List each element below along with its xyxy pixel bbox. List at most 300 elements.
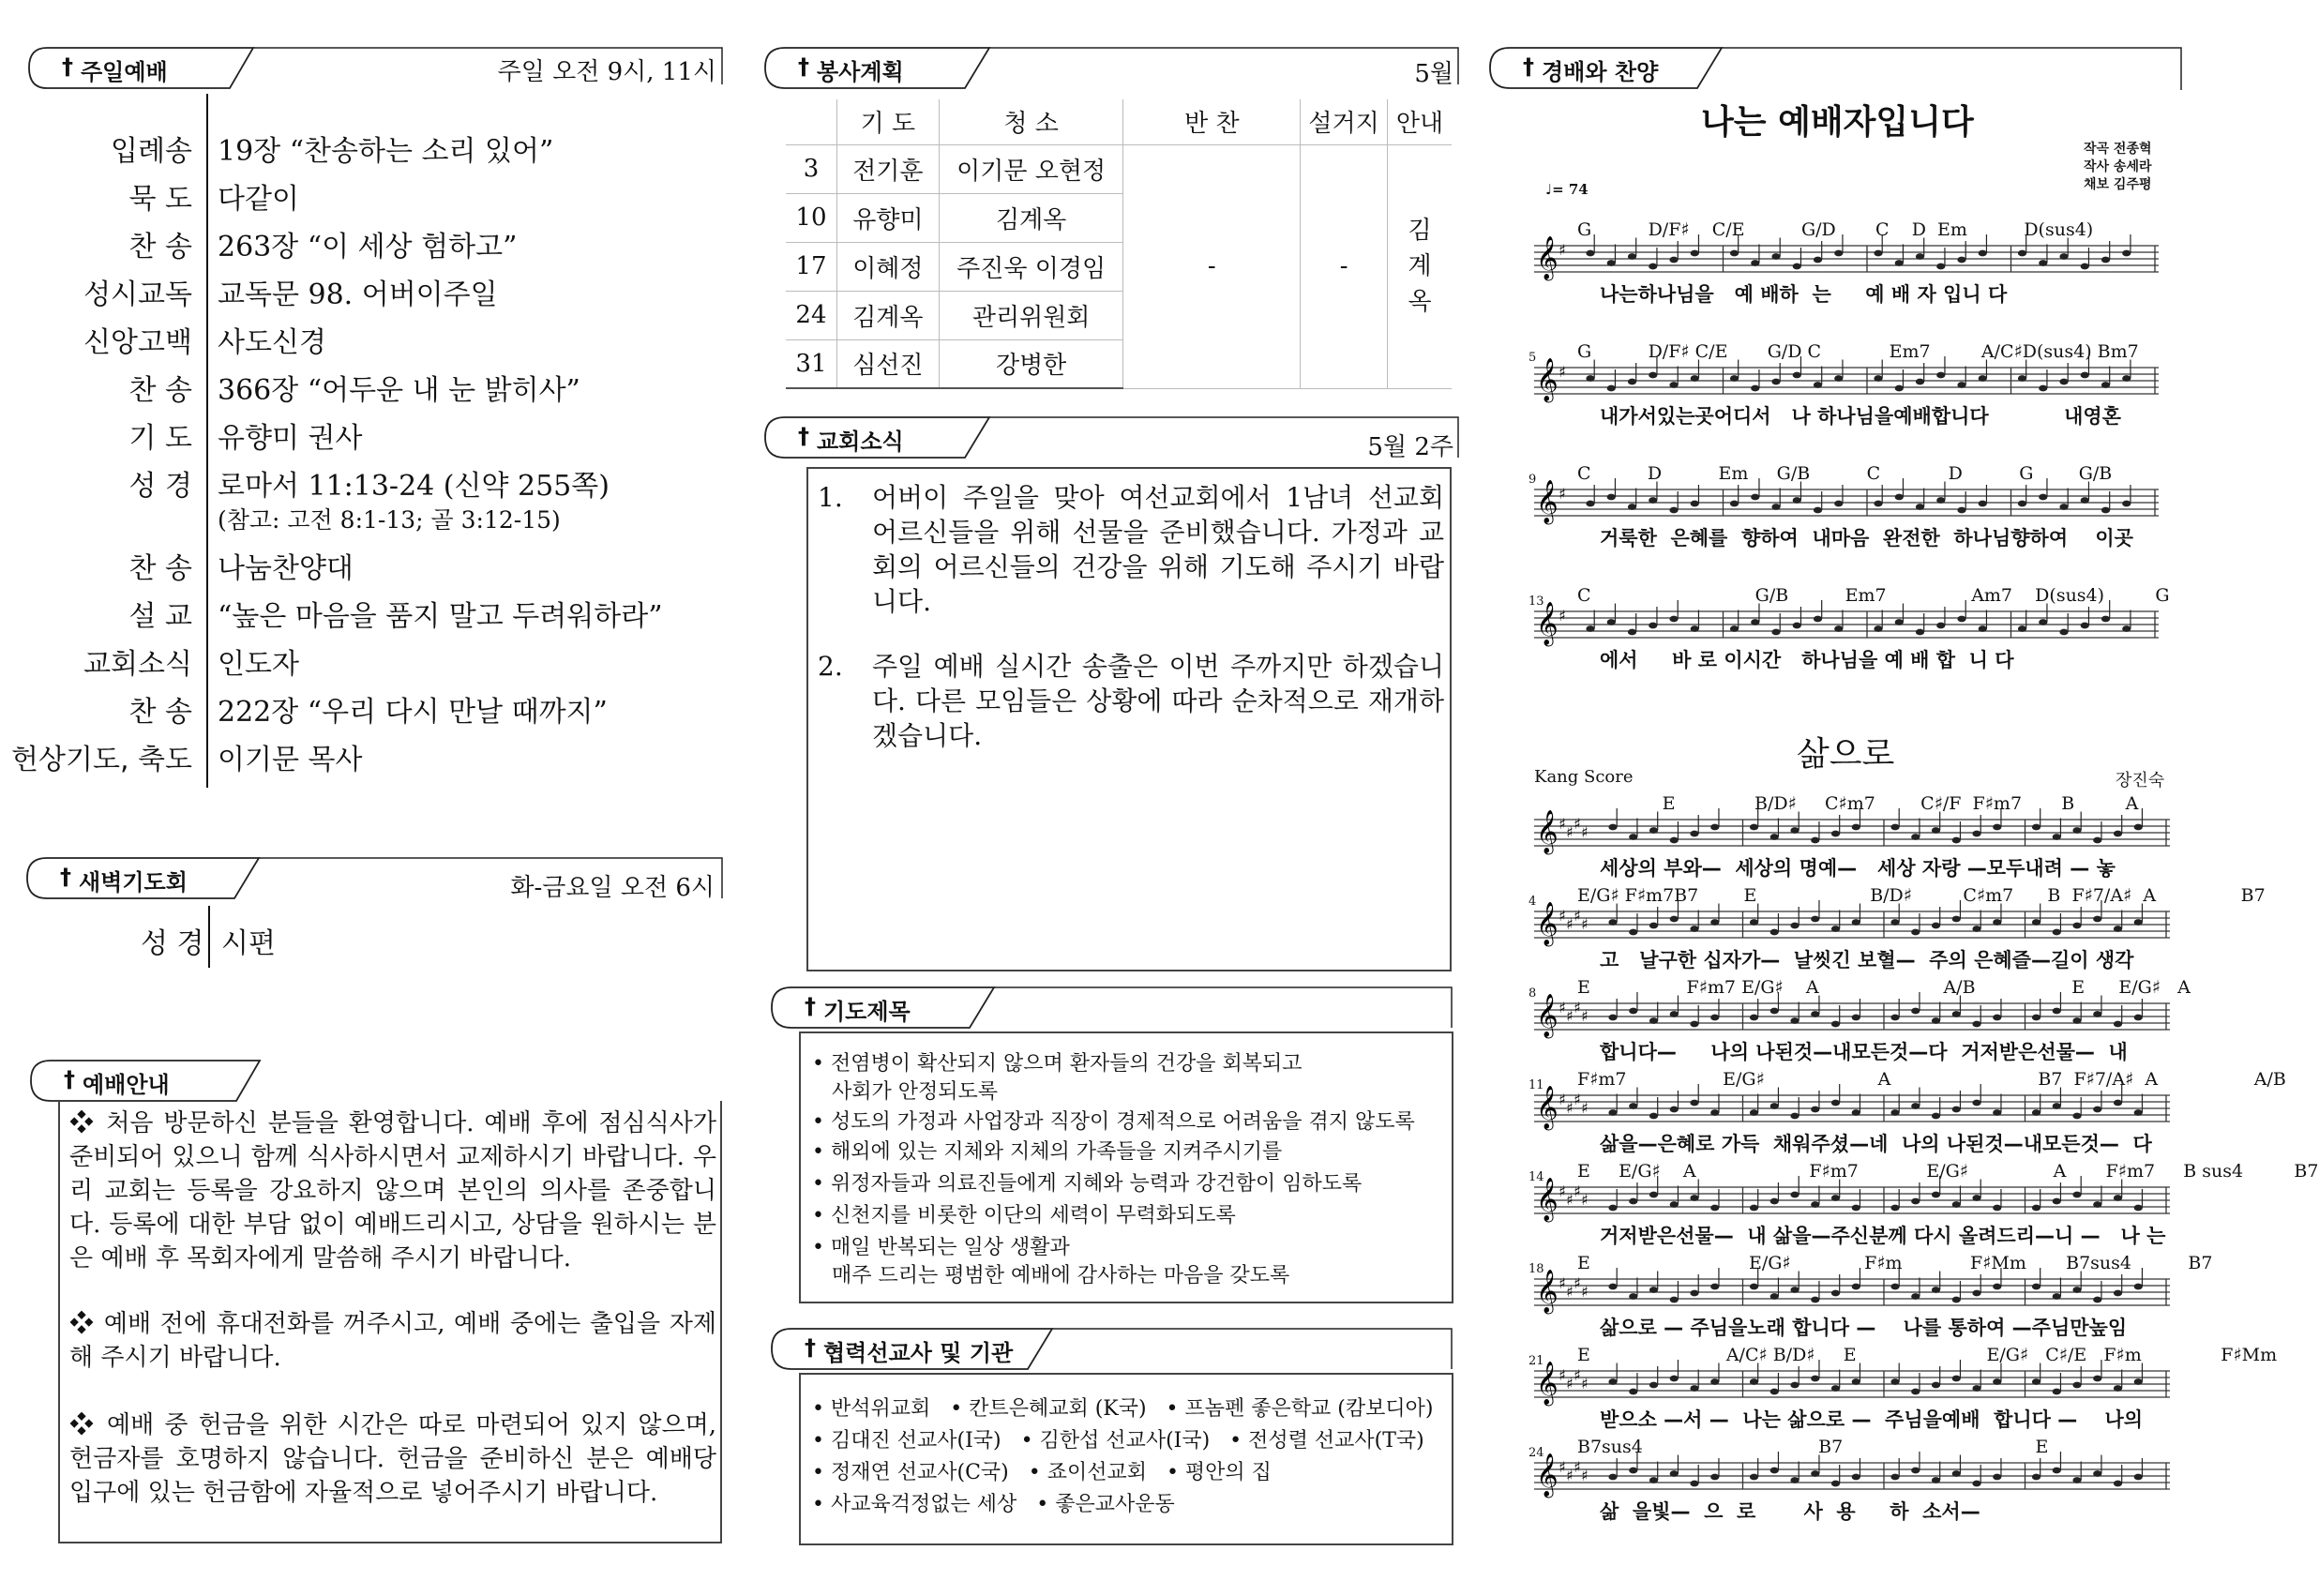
treble-clef-icon: 𝄞 [1536, 810, 1559, 853]
song1-title: 나는 예배자입니다 [1701, 103, 1974, 142]
note-head [2122, 501, 2131, 507]
list-item: • 해외에 있는 지체와 지체의 가족들을 지켜주시기를 [812, 1140, 1283, 1164]
news-section-tag [764, 416, 1458, 459]
note-head [1750, 1474, 1758, 1481]
note-head [1911, 1389, 1920, 1395]
lyrics-line: 나는하나님을 예 배하 는 예 배 자 입니 다 [1600, 283, 2008, 306]
note-head [1750, 1109, 1758, 1116]
missions-title: 협력선교사 및 기관 [823, 1340, 1014, 1366]
lyrics-line: 삶을—은혜로 가득 채워주셨—네 나의 나된것—내모든것— 다 [1600, 1133, 2152, 1155]
table-row: 10 유향미 김계옥 [786, 193, 1452, 242]
chord-symbols: G D/F♯ C/E G/D C D Em D(sus4) [1577, 219, 2094, 240]
note-head [1932, 1382, 1940, 1389]
note-head [1710, 1284, 1719, 1290]
note-head [1629, 1293, 1637, 1300]
note-head [2072, 1113, 2081, 1120]
note-head [1793, 263, 1801, 270]
service-title: 봉사계획 [817, 59, 904, 85]
chord-symbols: E F♯m7 E/G♯ A A/B E E/G♯ A [1577, 977, 2191, 998]
note-head [1957, 616, 1965, 623]
note-head [2072, 923, 2081, 929]
note-head [2134, 1284, 2143, 1290]
note-head [2053, 1468, 2061, 1474]
note-head [2093, 1297, 2101, 1303]
note-head [1890, 1378, 1899, 1385]
note-head [1834, 375, 1843, 382]
note-head [1993, 1378, 2001, 1385]
table-header: 기 도 [836, 99, 939, 144]
measure-number: 14 [1528, 1170, 1544, 1184]
measure-number: 4 [1528, 895, 1537, 909]
note-head [2059, 253, 2068, 260]
note-head [1811, 1107, 1819, 1113]
cross-icon: † [62, 53, 73, 80]
guide-title: 예배안내 [83, 1072, 170, 1098]
note-head [1972, 1481, 1980, 1487]
note-head [2072, 1477, 2081, 1483]
note-head [2093, 1470, 2101, 1477]
note-head [1690, 1385, 1698, 1392]
note-head [1811, 1470, 1819, 1477]
note-head [2018, 375, 2026, 382]
note-head [1811, 1297, 1819, 1303]
note-head [1710, 919, 1719, 926]
note-head [1993, 919, 2001, 926]
note-head [1649, 497, 1657, 504]
list-item: • 위정자들과 의료진들에게 지혜와 능력과 강건함이 임하도록 [812, 1172, 1363, 1196]
prayer-section-tag [771, 986, 1465, 1030]
note-head [1911, 1103, 1920, 1109]
note-head [1932, 1113, 1940, 1120]
note-head [1690, 831, 1698, 837]
staff-system [1528, 1153, 2319, 1247]
dawn-value: 시편 [221, 927, 276, 960]
sharp-icon: ♯ [1559, 241, 1566, 259]
note-head [1690, 1100, 1698, 1107]
note-head [1629, 929, 1637, 936]
note-head [1669, 507, 1678, 514]
note-head [1932, 1017, 1940, 1024]
note-head [2134, 1378, 2143, 1385]
measure-number: 18 [1528, 1262, 1544, 1276]
note-head [1979, 625, 1987, 632]
table-header [786, 99, 836, 144]
note-head [1874, 625, 1882, 632]
note-head [1932, 827, 1940, 834]
note-head [1790, 1287, 1799, 1293]
note-head [1811, 837, 1819, 844]
note-head [2053, 1008, 2061, 1015]
note-head [1834, 625, 1843, 632]
table-header: 안내 [1388, 99, 1452, 144]
lyrics-line: 내가서있는곳어디서 나 하나님을예배합니다 내영혼 [1600, 405, 2121, 428]
sharp-icon: ♯ [1559, 363, 1566, 381]
staff-system [1528, 1337, 2278, 1431]
note-head [2101, 616, 2110, 623]
note-head [1952, 916, 1961, 923]
note-head [1936, 623, 1945, 629]
table-header: 청 소 [939, 99, 1123, 144]
note-head [1649, 1287, 1658, 1293]
note-head [1793, 623, 1801, 629]
sharp-icon: ♯ [1581, 823, 1589, 841]
note-head [2093, 916, 2101, 923]
note-head [1936, 372, 1945, 379]
song2-composer: 장진숙 [2116, 771, 2165, 790]
note-head [1890, 919, 1899, 926]
lyrics-line: 고 날구한 십자가— 날씻긴 보혈— 주의 은혜즐—길이 생각 [1600, 949, 2134, 971]
lyrics-line: 거룩한 은혜를 향하여 내마음 완전한 하나님향하여 이곳 [1600, 527, 2133, 550]
note-head [1834, 250, 1843, 257]
service-month: 5월 [1414, 60, 1453, 88]
note-head [1852, 824, 1860, 831]
praise-section-tag [1489, 47, 2183, 90]
note-head [2114, 1100, 2122, 1107]
note-head [1608, 919, 1617, 926]
chord-symbols: E B/D♯ C♯m7 C♯/F F♯m7 B A [1577, 793, 2139, 814]
note-head [2032, 1378, 2040, 1385]
note-head [1852, 919, 1860, 926]
note-head [2032, 1284, 2040, 1290]
note-head [2101, 507, 2110, 514]
note-head [1690, 1481, 1698, 1487]
note-head [1831, 831, 1840, 837]
note-head [1814, 382, 1822, 388]
note-head [2134, 1109, 2143, 1116]
note-head [1932, 1287, 1940, 1293]
note-head [1811, 1201, 1819, 1208]
chord-symbols: G D/F♯ C/E G/D C Em7 A/C♯D(sus4) Bm7 [1577, 341, 2139, 362]
note-head [2053, 1293, 2061, 1300]
note-head [1670, 1011, 1679, 1017]
song2-publisher: Kang Score [1534, 767, 1634, 787]
list-item: • 사교육걱정없는 세상 • 좋은교사운동 [812, 1493, 1175, 1516]
song2-title: 삶으로 [1797, 735, 1895, 774]
note-head [1874, 250, 1882, 257]
note-head [1895, 385, 1904, 392]
note-head [1628, 379, 1636, 385]
note-head [1911, 1198, 1920, 1205]
staff-system [1528, 1429, 2170, 1523]
dawn-key: 성 경 [141, 927, 204, 960]
news-week: 5월 2주 [1367, 433, 1453, 461]
note-head [1952, 1470, 1961, 1477]
note-head [1750, 919, 1758, 926]
measure-number: 11 [1528, 1078, 1544, 1092]
note-head [2114, 1021, 2122, 1028]
note-head [1629, 1468, 1637, 1474]
note-head [1649, 1477, 1658, 1483]
note-head [2032, 1109, 2040, 1116]
note-head [1629, 1198, 1637, 1205]
note-head [1730, 375, 1739, 382]
order-row: 찬 송 263장 “이 세상 험하고” [128, 231, 518, 263]
note-head [2081, 263, 2089, 270]
sunday-title: 주일예배 [81, 59, 168, 85]
note-head [1750, 1284, 1758, 1290]
note-head [1770, 1103, 1779, 1109]
table-row: 3 전기훈 이기문 오현정 - - 김 계 옥 [786, 144, 1452, 193]
note-head [2134, 1205, 2143, 1212]
note-head [1608, 1474, 1617, 1481]
note-head [1669, 257, 1678, 263]
note-head [1932, 923, 1940, 929]
measure-number: 8 [1528, 986, 1537, 1001]
note-head [2072, 1017, 2081, 1024]
sharp-icon: ♯ [1559, 1091, 1566, 1108]
note-head [2039, 494, 2047, 501]
usher-cell: 김 계 옥 [1388, 144, 1452, 388]
note-head [2114, 1481, 2122, 1487]
note-head [1895, 260, 1904, 266]
note-head [1608, 1205, 1617, 1212]
note-head [1952, 1297, 1961, 1303]
note-head [1790, 1477, 1799, 1483]
note-head [1932, 1477, 1940, 1483]
note-head [2101, 382, 2110, 388]
praise-title: 경배와 찬양 [1542, 59, 1659, 85]
cross-icon: † [60, 864, 71, 890]
note-head [1691, 501, 1699, 507]
note-head [1649, 263, 1657, 270]
note-head [1895, 494, 1904, 501]
sharp-icon: ♯ [1574, 1091, 1581, 1108]
note-head [2032, 1205, 2040, 1212]
note-head [1874, 375, 1882, 382]
chord-symbols: E E/G♯ F♯m F♯Mm B7sus4 B7 [1577, 1253, 2213, 1273]
cross-icon: † [805, 993, 816, 1019]
note-head [1608, 1015, 1617, 1021]
note-head [2093, 1107, 2101, 1113]
note-head [1710, 1109, 1719, 1116]
lyrics-line: 세상의 부와— 세상의 명예— 세상 자랑 —모두내려 — 놓 [1600, 857, 2116, 880]
order-row: 찬 송 나눔찬양대 [128, 552, 354, 585]
note-head [1972, 1021, 1980, 1028]
note-head [1852, 1378, 1860, 1385]
dawn-divider [208, 906, 210, 968]
note-head [1979, 501, 1987, 507]
note-head [1730, 625, 1739, 632]
dawn-title: 새벽기도회 [79, 869, 188, 896]
note-head [1916, 504, 1924, 510]
note-head [1831, 1481, 1840, 1487]
note-head [1770, 834, 1779, 840]
note-head [1771, 504, 1780, 510]
treble-clef-icon: 𝄞 [1536, 1453, 1559, 1497]
lyrics-line: 합니다— 나의 나된것—내모든것—다 거저받은선물— 내 [1600, 1041, 2128, 1063]
list-item: • 매일 반복되는 일상 생활과 매주 드리는 평범한 예배에 감사하는 마음을 갖도록 [812, 1236, 1290, 1287]
worship-order [0, 128, 731, 784]
order-row: 교회소식 인도자 [83, 648, 299, 681]
note-head [2134, 919, 2143, 926]
note-head [2053, 929, 2061, 936]
table-header: 반 찬 [1123, 99, 1301, 144]
note-head [1629, 1008, 1637, 1015]
order-row: (참고: 고전 8:1-13; 골 3:12-15) [218, 506, 561, 534]
note-head [1771, 629, 1780, 636]
sharp-icon: ♯ [1559, 1274, 1566, 1292]
sharp-icon: ♯ [1574, 999, 1581, 1016]
note-head [1972, 926, 1980, 932]
note-head [2081, 372, 2089, 379]
note-head [1670, 1201, 1679, 1208]
note-head [1890, 1474, 1899, 1481]
sharp-icon: ♯ [1581, 915, 1589, 933]
note-head [1670, 1376, 1679, 1382]
note-head [2122, 250, 2131, 257]
sharp-icon: ♯ [1574, 1274, 1581, 1292]
note-head [1770, 1293, 1779, 1300]
note-head [2018, 501, 2026, 507]
note-head [1831, 1290, 1840, 1297]
note-head [2114, 1195, 2122, 1201]
note-head [1750, 1205, 1758, 1212]
note-head [1831, 1195, 1840, 1201]
note-head [1952, 1011, 1961, 1017]
treble-clef-icon: 𝄞 [1536, 1362, 1559, 1405]
cross-icon: † [1523, 53, 1534, 80]
note-head [1608, 1378, 1617, 1385]
staff-system [1528, 1245, 2213, 1339]
note-head [1790, 1382, 1799, 1389]
note-head [1691, 250, 1699, 257]
note-head [1670, 1297, 1679, 1303]
sharp-icon: ♯ [1574, 1458, 1581, 1476]
measure-number: 5 [1528, 351, 1537, 365]
note-head [1649, 1192, 1658, 1198]
note-head [1770, 929, 1779, 936]
dawn-time: 화-금요일 오전 6시 [510, 874, 715, 902]
note-head [1831, 1100, 1840, 1107]
staff-system [1528, 456, 2159, 550]
note-head [1670, 1470, 1679, 1477]
treble-clef-icon: 𝄞 [1536, 902, 1559, 945]
note-head [1793, 372, 1801, 379]
note-head [1993, 1015, 2001, 1021]
note-head [1834, 501, 1843, 507]
note-head [1916, 253, 1924, 260]
note-head [1952, 1201, 1961, 1208]
note-head [2081, 623, 2089, 629]
note-head [1691, 625, 1699, 632]
note-head [1852, 1015, 1860, 1021]
treble-clef-icon: 𝄞 [1536, 602, 1559, 645]
note-head [1770, 1468, 1779, 1474]
staff-system [1534, 786, 2170, 880]
note-head [2059, 629, 2068, 636]
note-head [2032, 1474, 2040, 1481]
note-head [1730, 501, 1739, 507]
note-head [1770, 1008, 1779, 1015]
note-head [2093, 1376, 2101, 1382]
note-head [2114, 926, 2122, 932]
note-head [1831, 1021, 1840, 1028]
staff-system [1528, 334, 2159, 428]
note-head [2053, 1103, 2061, 1109]
prayer-title: 기도제목 [823, 999, 911, 1025]
treble-clef-icon: 𝄞 [1536, 1086, 1559, 1129]
sharp-icon: ♯ [1574, 1366, 1581, 1384]
note-head [1670, 837, 1679, 844]
sharp-icon: ♯ [1559, 999, 1566, 1016]
note-head [1649, 372, 1657, 379]
sharp-icon: ♯ [1566, 1283, 1574, 1301]
note-head [1771, 253, 1780, 260]
note-head [1751, 385, 1759, 392]
dishes-cell: - [1301, 144, 1388, 388]
guide-paragraph: ❖ 처음 방문하신 분들을 환영합니다. 예배 후에 점심식사가 준비되어 있으니 함께 식사하시면서 교제하시기 바랍니다. 우리 교회는 등록을 강요하지 않으며 본인의 의사를 존중합니다. 등록에 대한 부담 없이 예배드리시고, 상담을 원하시는 분은 예배 후 목회자에게 말씀해 주시기 바랍니다. [69, 1109, 716, 1272]
note-head [1993, 1205, 2001, 1212]
note-head [1608, 1109, 1617, 1116]
song1-tempo: ♩= 74 [1545, 181, 1589, 198]
note-head [1811, 1011, 1819, 1017]
note-head [1586, 625, 1594, 632]
note-head [1628, 629, 1636, 636]
sharp-icon: ♯ [1574, 907, 1581, 925]
note-head [1649, 827, 1658, 834]
list-item: • 성도의 가정과 사업장과 직장이 경제적으로 어려움을 겪지 않도록 [812, 1110, 1415, 1134]
note-head [1957, 382, 1965, 388]
note-head [1890, 1205, 1899, 1212]
note-head [1690, 1195, 1698, 1201]
order-row: 신앙고백 사도신경 [83, 326, 326, 359]
note-head [1670, 1107, 1679, 1113]
sharp-icon: ♯ [1581, 1099, 1589, 1117]
note-head [1936, 497, 1945, 504]
note-head [1790, 1017, 1799, 1024]
side-dish-cell: - [1123, 144, 1301, 388]
note-head [1993, 1109, 2001, 1116]
note-head [1916, 629, 1924, 636]
news-title: 교회소식 [817, 429, 904, 455]
note-head [2053, 1198, 2061, 1205]
table-row: 31 심선진 강병한 [786, 339, 1452, 388]
note-head [2093, 837, 2101, 844]
note-head [1852, 1474, 1860, 1481]
note-head [2032, 919, 2040, 926]
sharp-icon: ♯ [1566, 1375, 1574, 1393]
treble-clef-icon: 𝄞 [1536, 994, 1559, 1037]
lyrics-line: 거저받은선물— 내 삶을—주신분께 다시 올려드리—니 — 나 는 [1600, 1225, 2166, 1247]
note-head [2072, 1382, 2081, 1389]
chord-symbols: C G/B Em7 Am7 D(sus4) G [1577, 585, 2170, 606]
note-head [1669, 616, 1678, 623]
note-head [1608, 1284, 1617, 1290]
note-head [1831, 1385, 1840, 1392]
note-head [1979, 375, 1987, 382]
sunday-time: 주일 오전 9시, 11시 [497, 58, 716, 86]
order-row: 설 교 “높은 마음을 품지 말고 두려워하라” [128, 600, 663, 633]
note-head [1979, 250, 1987, 257]
note-head [1771, 379, 1780, 385]
note-head [2122, 375, 2131, 382]
note-head [1972, 1290, 1980, 1297]
guide-section-tag [30, 1060, 724, 1103]
note-head [1770, 1389, 1779, 1395]
treble-clef-icon: 𝄞 [1536, 480, 1559, 523]
list-item: • 김대진 선교사(I국) • 김한섭 선교사(I국) • 전성렬 선교사(T국) [812, 1429, 1424, 1453]
note-head [1629, 834, 1637, 840]
staff-system [1534, 212, 2159, 306]
note-head [1607, 619, 1616, 625]
note-head [1607, 260, 1616, 266]
note-head [1811, 916, 1819, 923]
note-head [1670, 916, 1679, 923]
note-head [1586, 250, 1594, 257]
note-head [1790, 1192, 1799, 1198]
note-head [1628, 504, 1636, 510]
note-head [1911, 1293, 1920, 1300]
